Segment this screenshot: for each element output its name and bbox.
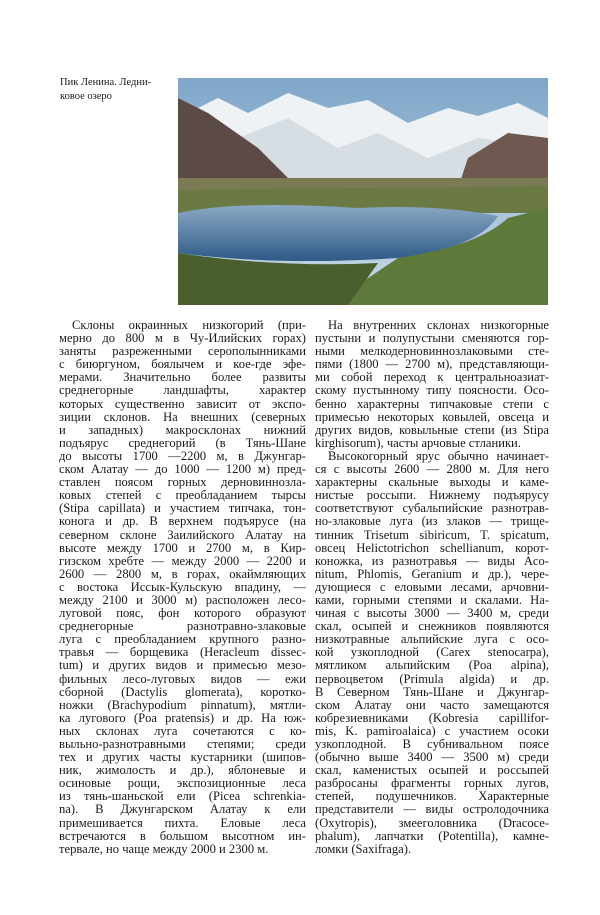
text-line: ковых степей с преобладанием тырсы	[59, 488, 306, 503]
text-line: ка лугового (Poa pratensis) и др. На юж-	[59, 710, 306, 725]
text-line: которых существенно зависит от экспо-	[59, 396, 306, 411]
text-line: ском Алатау — до 1000 — 1200 м) пред-	[59, 462, 306, 477]
text-line: фильных лесо-луговых видов — ежи	[59, 671, 306, 686]
text-line: мерно до 800 м в Чу-Илийских горах)	[59, 331, 306, 346]
text-line: (обычно выше 3400 — 3500 м) среди	[315, 750, 549, 765]
text-line: примесью некоторых ковылей, овсеца и	[315, 409, 549, 424]
text-line: луговой пояс, фон которого образуют	[59, 606, 306, 621]
text-line: мятликом альпийским (Poa alpina),	[315, 658, 549, 673]
text-line: скому пустынному типу поясности. Осо-	[315, 383, 549, 398]
caption-line: Пик Ленина. Ледни-	[60, 77, 152, 88]
text-line: среднегорные ландшафты, характер	[59, 383, 306, 398]
text-line: ками, горными степями и скалами. На-	[315, 592, 549, 607]
text-line: и западных) макросклонах нижний	[59, 422, 306, 437]
text-line: других видов, ковыльные степи (из Stipa	[315, 422, 549, 437]
text-line: разбросаны фрагменты горных лугов,	[315, 776, 549, 791]
text-line: ник, жимолость и др.), яблоневые и	[59, 763, 306, 778]
text-line: тех и других часты кустарники (шипов-	[59, 750, 306, 765]
text-line: коножка, из разнотравья — виды Aco-	[315, 553, 549, 568]
text-line: (Oxytropis), змееголовника (Dracoce-	[315, 815, 549, 830]
text-column-left	[59, 319, 306, 856]
text-line: скал, осыпей и снежников появляются	[315, 619, 549, 634]
text-line: ных склонах луга сочетаются с ко-	[59, 723, 306, 738]
text-line: между 2100 и 3000 м) расположен лесо-	[59, 592, 306, 607]
text-line: (Stipa capillata) и участием типчака, тон-	[59, 501, 306, 516]
text-line: травья — борщевика (Heracleum dissec-	[59, 645, 306, 660]
photo-caption	[60, 76, 175, 104]
text-line: с биюргуном, боялычем и кое-где эфе-	[59, 357, 306, 372]
text-line: до высоты 1700 —2200 м, в Джунгар-	[59, 448, 306, 463]
text-line: заняты разреженными серополынниками	[59, 344, 306, 359]
text-line: соответствуют субальпийские разнотрав-	[315, 501, 549, 516]
text-line: ми собой переход к центральноазиат-	[315, 370, 549, 385]
text-line: луга с преобладанием крупного разно-	[59, 632, 306, 647]
text-line: конога и др. В верхнем подъярусе (на	[59, 514, 306, 529]
text-line: ставлен поясом горных дерновиннозла-	[59, 475, 306, 490]
text-line: ся с высоты 2600 — 2800 м. Для него	[315, 462, 549, 477]
photo-lenin-peak-glacial-lake	[178, 78, 548, 305]
text-line: с востока Иссык-Кульскую впадину, —	[59, 579, 306, 594]
text-line: nitum, Phlomis, Geranium и др.), чере-	[315, 566, 549, 581]
text-line: подъярус среднегорий (в Тянь-Шане	[59, 435, 306, 450]
text-line: встречаются в большом высотном ин-	[59, 828, 306, 843]
text-line: высоте между 1700 и 2700 м, в Кир-	[59, 540, 306, 555]
text-line: примешивается пихта. Еловые леса	[59, 815, 306, 830]
text-line: степей, подушечников. Характерные	[315, 789, 549, 804]
text-line: mis, K. pamiroalaica) с участием осоки	[315, 723, 549, 738]
text-line: ножки (Brachypodium pinnatum), мятли-	[59, 697, 306, 712]
text-column-right	[315, 319, 549, 856]
text-line: тервале, но чаще между 2000 и 2300 м.	[59, 841, 269, 856]
text-line: северном склоне Заилийского Алатау на	[59, 527, 306, 542]
text-line: из тянь-шаньской ели (Picea schrenkia-	[59, 789, 306, 804]
text-line: ломки (Saxifraga).	[315, 841, 412, 856]
text-line: na). В Джунгарском Алатау к ели	[59, 802, 306, 817]
text-line: тинник Trisetum sibiricum, T. spicatum,	[315, 527, 549, 542]
text-line: характерны скальные выходы и каме-	[315, 475, 549, 490]
text-line: Склоны окраинных низкогорий (при-	[72, 318, 306, 332]
text-line: phalum), лапчатки (Potentilla), камне-	[315, 828, 549, 843]
text-line: зиции склонов. На внешних (северных	[59, 409, 306, 424]
text-line: 2600 — 2800 м, в горах, окаймляющих	[59, 566, 306, 581]
text-line: овсец Helictotrichon schellianum, корот-	[315, 540, 549, 555]
text-line: Высокогорный ярус обычно начинает-	[328, 448, 549, 463]
text-line: дующиеся с еловыми лесами, арчовни-	[315, 579, 549, 594]
text-line: пустыни и полупустыни сменяются гор-	[315, 331, 549, 346]
text-line: пями (1800 — 2700 м), представляющи-	[315, 357, 549, 372]
text-line: tum) и других видов и примесью мезо-	[59, 658, 306, 673]
text-line: осиновые рощи, экспозиционные леса	[59, 776, 306, 791]
text-line: среднегорные разнотравно-злаковые	[59, 619, 306, 634]
text-line: На внутренних склонах низкогорные	[328, 318, 549, 332]
text-line: низкотравные альпийские луга с осо-	[315, 632, 549, 647]
text-line: мерами. Значительно более развиты	[59, 370, 306, 385]
text-line: сборной (Dactylis glomerata), коротко-	[59, 684, 306, 699]
text-line: кобрезиевниками (Kobresia capillifor-	[315, 710, 549, 725]
text-line: представители — виды остролодочника	[315, 802, 549, 817]
text-line: В Северном Тянь-Шане и Джунгар-	[315, 684, 549, 699]
text-line: ском Алатау они часто замещаются	[315, 697, 549, 712]
text-line: но-злаковые луга (из злаков — трище-	[315, 514, 549, 529]
text-line: первоцветом (Primula algida) и др.	[315, 671, 549, 686]
text-line: бенно характерны типчаковые степи с	[315, 396, 549, 411]
text-line: ными мелкодерновиннозлаковыми сте-	[315, 344, 549, 359]
text-line: гизском хребте — между 2000 — 2200 и	[59, 553, 306, 568]
text-line: нистые россыпи. Нижнему подъярусу	[315, 488, 549, 503]
text-line: выльно-разнотравными степями; среди	[59, 737, 306, 751]
text-line: kirghisorum), часты арчовые стланики.	[315, 435, 521, 450]
caption-line: ковое озеро	[60, 91, 112, 102]
text-line: кой узкоплодной (Carex stenocarpa),	[315, 645, 549, 660]
text-line: узкоплодной. В субнивальном поясе	[315, 737, 549, 751]
text-line: скал, каменистых осыпей и россыпей	[315, 763, 549, 778]
text-line: чиная с высоты 3000 — 3400 м, среди	[315, 606, 549, 621]
